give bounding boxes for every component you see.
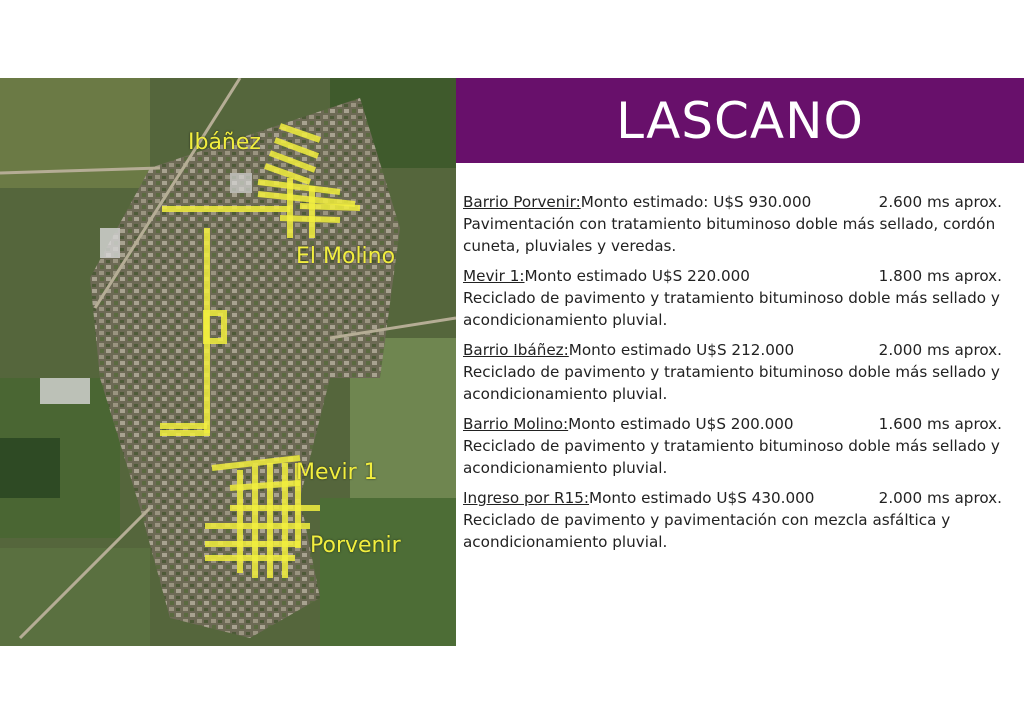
- project-item: [463, 265, 1008, 331]
- map-label-el-molino: El Molino: [296, 244, 396, 269]
- page-title: LASCANO: [616, 91, 864, 150]
- project-description: Reciclado de pavimento y tratamiento bituminoso doble más sellado y acondicionamiento pluvial.: [463, 363, 1000, 403]
- project-description: Reciclado de pavimento y pavimentación con mezcla asfáltica y acondicionamiento pluvial.: [463, 511, 951, 551]
- project-area: 2.000 ms aprox.: [878, 341, 1002, 359]
- project-header: [463, 265, 1008, 287]
- project-name: Barrio Molino:: [463, 415, 569, 433]
- project-description: Pavimentación con tratamiento bituminoso doble más sellado, cordón cuneta, pluviales y veredas.: [463, 215, 996, 255]
- project-header: [463, 191, 1008, 213]
- project-description: Reciclado de pavimento y tratamiento bituminoso doble más sellado y acondicionamiento pluvial.: [463, 289, 1000, 329]
- project-area: 2.600 ms aprox.: [878, 193, 1002, 211]
- map-label-mevir: Mevir 1: [296, 460, 378, 485]
- field: [320, 498, 456, 646]
- project-header: [463, 487, 1008, 509]
- field: [0, 548, 150, 646]
- map-label-ibanez: Ibáñez: [188, 130, 261, 155]
- project-list: [463, 191, 1008, 561]
- satellite-map: [0, 78, 456, 646]
- project-name: Barrio Porvenir:: [463, 193, 581, 211]
- project-item: [463, 191, 1008, 257]
- project-amount: Monto estimado U$S 220.000: [524, 267, 750, 285]
- project-item: [463, 487, 1008, 553]
- building: [100, 228, 120, 258]
- map-label-porvenir: Porvenir: [310, 533, 401, 558]
- project-header: [463, 413, 1008, 435]
- project-item: [463, 339, 1008, 405]
- project-amount: Monto estimado: U$S 930.000: [580, 193, 812, 211]
- building: [40, 378, 90, 404]
- project-area: 2.000 ms aprox.: [878, 489, 1002, 507]
- project-name: Mevir 1:: [463, 267, 525, 285]
- project-header: [463, 339, 1008, 361]
- project-description: Reciclado de pavimento y tratamiento bituminoso doble más sellado y acondicionamiento pluvial.: [463, 437, 1000, 477]
- project-amount: Monto estimado U$S 200.000: [568, 415, 794, 433]
- project-item: [463, 413, 1008, 479]
- project-name: Barrio Ibáñez:: [463, 341, 569, 359]
- project-name: Ingreso por R15:: [463, 489, 590, 507]
- project-amount: Monto estimado U$S 212.000: [568, 341, 795, 359]
- project-amount: Monto estimado U$S 430.000: [589, 489, 815, 507]
- building: [230, 173, 252, 193]
- map-graphic: [0, 78, 456, 646]
- project-area: 1.600 ms aprox.: [878, 415, 1002, 433]
- forest: [0, 438, 60, 498]
- title-bar: [456, 78, 1024, 163]
- project-area: 1.800 ms aprox.: [878, 267, 1002, 285]
